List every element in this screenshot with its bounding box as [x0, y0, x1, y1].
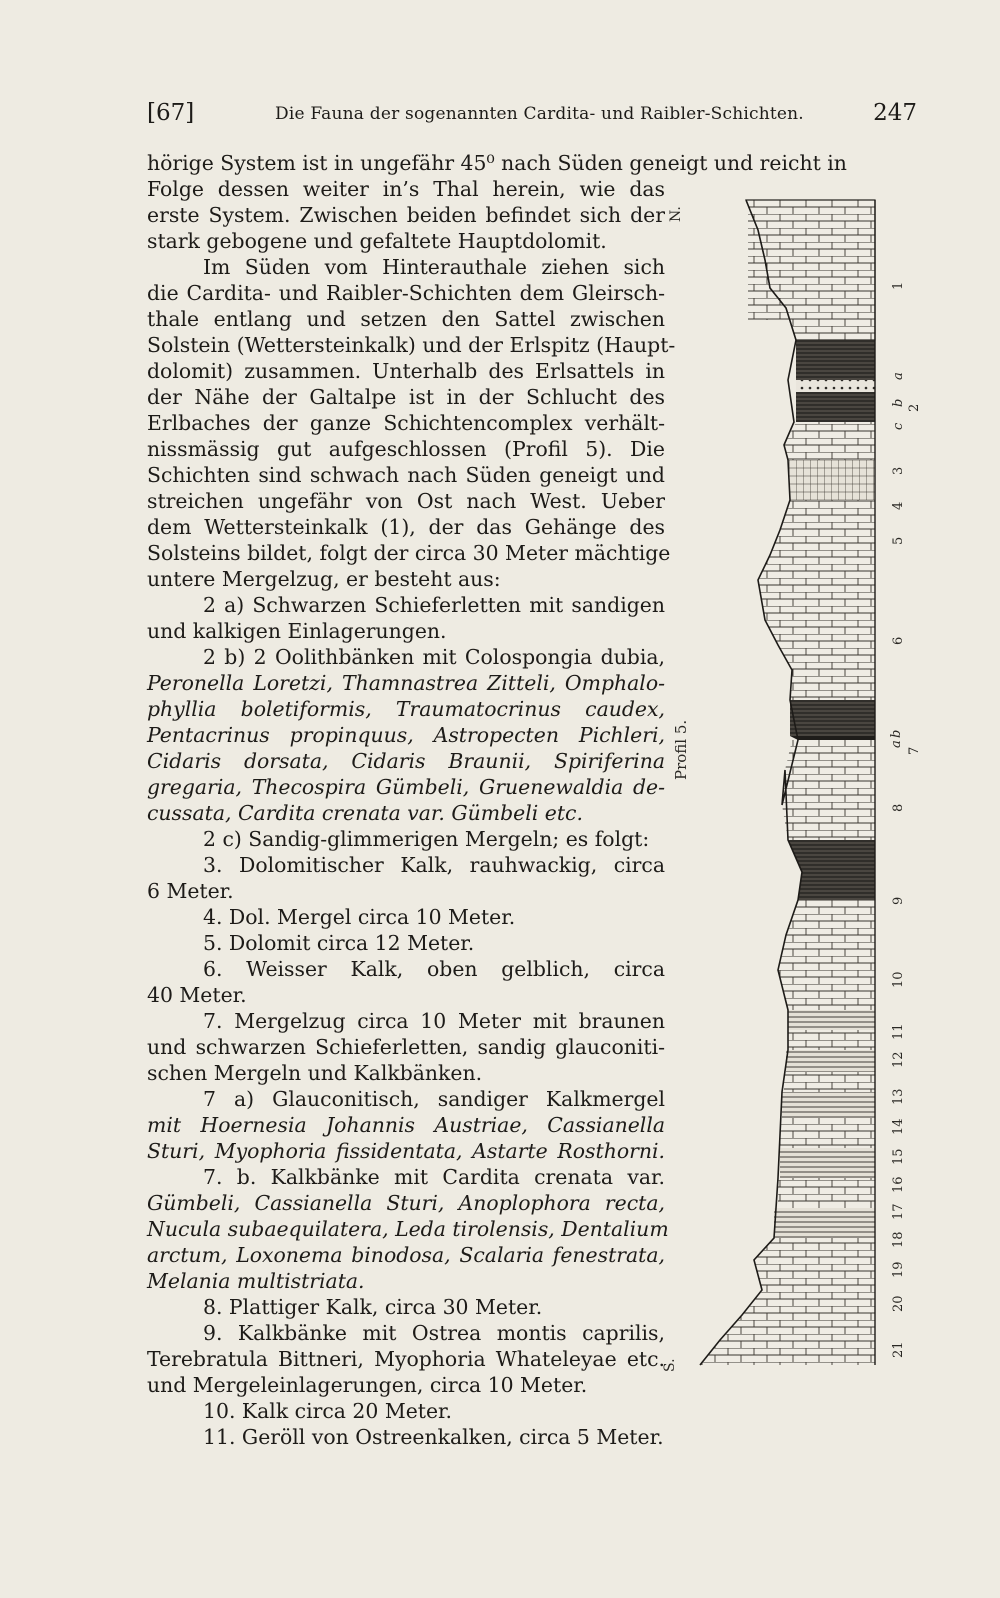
text-line-italic: Sturi, Myophoria fissidentata, Astarte Rosthorni.	[147, 1139, 665, 1163]
layer-label: 17	[891, 1203, 906, 1220]
geological-profile-figure	[662, 200, 950, 1410]
text-line: und Mergeleinlagerungen, circa 10 Meter.	[147, 1373, 588, 1397]
section-reference: [67]	[147, 100, 195, 126]
layer-label: 10	[891, 971, 906, 988]
text-line: 11. Geröll von Ostreenkalken, circa 5 Meter.	[203, 1425, 664, 1449]
layer-label: a	[891, 372, 906, 380]
text-line-italic: Peronella Loretzi, Thamnastrea Zitteli, Omphalo-	[147, 671, 665, 695]
layer-label: 20	[891, 1295, 906, 1312]
layer-number-labels	[889, 282, 922, 1358]
text-line: und schwarzen Schieferletten, sandig glauconiti-	[147, 1035, 665, 1059]
text-line: nissmässig gut aufgeschlossen (Profil 5). Die	[147, 437, 665, 461]
text-line: hörige System ist in ungefähr 45⁰ nach Süden geneigt und reicht in	[147, 151, 847, 175]
profile-south-label	[662, 1358, 678, 1372]
text-line: 4. Dol. Mergel circa 10 Meter.	[203, 905, 516, 929]
text-line: Solstein (Wettersteinkalk) und der Erlspitz (Haupt-	[147, 333, 676, 357]
text-line: 5. Dolomit circa 12 Meter.	[203, 931, 475, 955]
page-number: 247	[873, 100, 917, 126]
text-line: 3. Dolomitischer Kalk, rauhwackig, circa	[203, 853, 665, 877]
text-line: 10. Kalk circa 20 Meter.	[203, 1399, 453, 1423]
layer-label: 12	[891, 1051, 906, 1068]
profile-north-label	[668, 206, 684, 222]
north-label: N.	[668, 206, 684, 222]
text-line-italic: Nucula subaequilatera, Leda tirolensis, Dentalium	[147, 1217, 669, 1241]
running-title: Die Fauna der sogenannten Cardita- und Raibler-Schichten.	[275, 104, 804, 124]
text-line: 6 Meter.	[147, 879, 234, 903]
text-line: schen Mergeln und Kalkbänken.	[147, 1061, 483, 1085]
text-line-italic: arctum, Loxonema binodosa, Scalaria fenestrata,	[147, 1243, 665, 1267]
text-line: dolomit) zusammen. Unterhalb des Erlsattels in	[147, 359, 665, 383]
text-line: 7 a) Glauconitisch, sandiger Kalkmergel	[203, 1087, 665, 1111]
layer-label: a	[889, 740, 904, 748]
text-line: Terebratula Bittneri, Myophoria Whateleyae etc.	[147, 1347, 665, 1371]
text-line: 40 Meter.	[147, 983, 247, 1007]
layer-label: 5	[891, 536, 906, 545]
text-line: Folge dessen weiter in’s Thal herein, wie das	[147, 177, 665, 201]
text-line-italic: gregaria, Thecospira Gümbeli, Gruenewaldia de-	[147, 775, 665, 799]
layer-label: 2	[907, 403, 922, 412]
layer-label: 3	[891, 466, 906, 475]
layer-label: 13	[891, 1088, 906, 1105]
layer-label: c	[891, 422, 906, 430]
text-line: erste System. Zwischen beiden befindet sich der	[147, 203, 665, 227]
text-line: 2 c) Sandig-glimmerigen Mergeln; es folgt:	[203, 827, 650, 851]
profile-caption	[672, 720, 690, 780]
text-line: 6. Weisser Kalk, oben gelblich, circa	[203, 957, 665, 981]
layer-label: 21	[891, 1341, 906, 1358]
text-line-italic: Melania multistriata.	[147, 1269, 365, 1293]
layer-label: 15	[891, 1148, 906, 1165]
layer-label: 19	[891, 1261, 906, 1278]
text-line: 7. b. Kalkbänke mit Cardita crenata var.	[203, 1165, 665, 1189]
text-line-italic: Cidaris dorsata, Cidaris Braunii, Spiriferina	[147, 749, 665, 773]
layer-label: 6	[891, 636, 906, 645]
text-line-italic: mit Hoernesia Johannis Austriae, Cassianella	[147, 1113, 665, 1137]
layer-label: 14	[891, 1118, 906, 1135]
text-line-italic: Gümbeli, Cassianella Sturi, Anoplophora recta,	[147, 1191, 665, 1215]
layer-label: 4	[891, 501, 906, 510]
layer-label: 9	[891, 896, 906, 905]
text-line: thale entlang und setzen den Sattel zwischen	[147, 307, 665, 331]
text-line: untere Mergelzug, er besteht aus:	[147, 567, 501, 591]
text-line: streichen ungefähr von Ost nach West. Ueber	[147, 489, 665, 513]
layer-label: 8	[891, 803, 906, 812]
profile-column	[700, 200, 875, 1365]
running-header	[147, 100, 917, 130]
text-line: 2 b) 2 Oolithbänken mit Colospongia dubia,	[203, 645, 665, 669]
text-line: Erlbaches der ganze Schichtencomplex verhält-	[147, 411, 665, 435]
south-label: S.	[662, 1358, 678, 1372]
text-line-italic: Pentacrinus propinquus, Astropecten Pichleri,	[147, 723, 665, 747]
layer-label: 1	[891, 281, 906, 290]
text-line: Im Süden vom Hinterauthale ziehen sich	[203, 255, 665, 279]
text-line: der Nähe der Galtalpe ist in der Schlucht des	[147, 385, 665, 409]
figure-caption: Profil 5.	[672, 719, 690, 780]
text-line: die Cardita- und Raibler-Schichten dem Gleirsch-	[147, 281, 665, 305]
text-line: dem Wettersteinkalk (1), der das Gehänge des	[147, 515, 665, 539]
text-line: Solsteins bildet, folgt der circa 30 Meter mächtige	[147, 541, 671, 565]
text-line: und kalkigen Einlagerungen.	[147, 619, 447, 643]
layer-label: 18	[891, 1231, 906, 1248]
text-line: stark gebogene und gefaltete Hauptdolomit.	[147, 229, 607, 253]
text-line: Schichten sind schwach nach Süden geneigt und	[147, 463, 665, 487]
text-line: 7. Mergelzug circa 10 Meter mit braunen	[203, 1009, 665, 1033]
layer-label: 16	[891, 1176, 906, 1193]
text-line-italic: cussata, Cardita crenata var. Gümbeli etc.	[147, 801, 583, 825]
layer-label: 7	[907, 746, 922, 755]
layer-label: b	[891, 398, 906, 407]
text-line-italic: phyllia boletiformis, Traumatocrinus caudex,	[147, 697, 665, 721]
text-line: 8. Plattiger Kalk, circa 30 Meter.	[203, 1295, 543, 1319]
text-line: 2 a) Schwarzen Schieferletten mit sandigen	[203, 593, 665, 617]
layer-label: 11	[891, 1023, 906, 1040]
layer-label: b	[889, 729, 904, 738]
text-line: 9. Kalkbänke mit Ostrea montis caprilis,	[203, 1321, 665, 1345]
